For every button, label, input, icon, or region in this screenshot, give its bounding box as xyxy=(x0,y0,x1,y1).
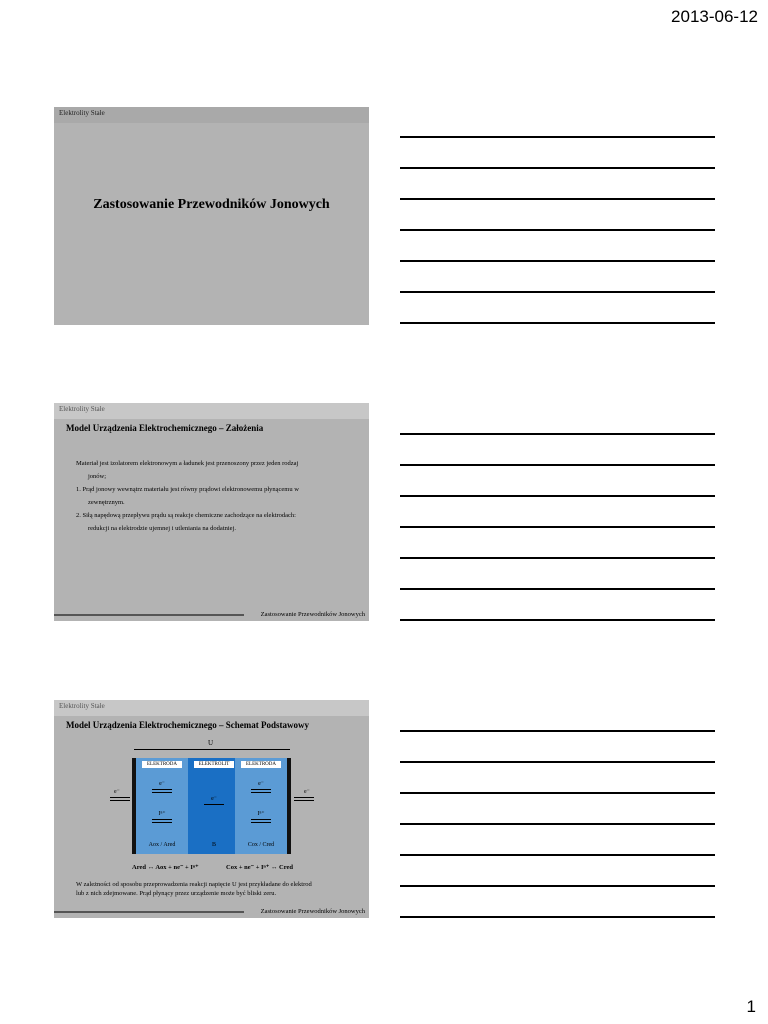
note-rule xyxy=(400,291,715,293)
arrow xyxy=(204,804,224,805)
electrode-right xyxy=(235,758,287,854)
current-collector-right xyxy=(287,758,291,854)
arrow xyxy=(152,822,172,823)
arrow xyxy=(152,819,172,820)
note-rule xyxy=(400,260,715,262)
footer-rule xyxy=(54,911,244,913)
reaction-right: Cox + ne⁻ + Iⁿ⁺ ↔ Cred xyxy=(226,864,293,871)
notes-lines-1 xyxy=(400,136,715,353)
ion-symbol: Iⁿ⁺ xyxy=(158,811,166,817)
reaction-left: Ared ↔ Aox + ne⁻ + Iⁿ⁺ xyxy=(132,864,199,871)
wire-left xyxy=(110,797,130,798)
wire-right xyxy=(294,800,314,801)
electrode-left xyxy=(136,758,188,854)
electrolyte-label: ELEKTROLIT xyxy=(194,761,234,768)
body-text: Materiał jest izolatorem elektronowym a ładunek jest przenoszony przez jeden rodzaj xyxy=(76,460,299,467)
slide-title: Zastosowanie Przewodników Jonowych xyxy=(93,197,330,212)
note-rule xyxy=(400,854,715,856)
note-rule xyxy=(400,916,715,918)
slide-header xyxy=(54,107,369,123)
electrode-left-composition: Aox / Ared xyxy=(148,842,176,848)
note-rule xyxy=(400,198,715,200)
slide-title: Model Urządzenia Elektrochemicznego – Schemat Podstawowy xyxy=(66,720,310,730)
list-item-continued: zewnętrznym. xyxy=(88,499,125,506)
electron-symbol: e⁻ xyxy=(258,781,264,787)
note-line: lub z nich zdejmowane. Prąd płynący przez urządzenie może być bliski zeru. xyxy=(76,890,277,897)
voltage-label: U xyxy=(208,739,214,747)
slide-footer: Zastosowanie Przewodników Jonowych xyxy=(260,611,365,618)
print-date: 2013-06-12 xyxy=(671,7,758,26)
note-rule xyxy=(400,619,715,621)
note-rule xyxy=(400,761,715,763)
arrow xyxy=(152,792,172,793)
electron-symbol: e⁻ xyxy=(211,796,217,802)
slide-body xyxy=(76,457,361,535)
arrow xyxy=(251,822,271,823)
body-text: jonów; xyxy=(88,473,107,480)
slide-footer: Zastosowanie Przewodników Jonowych xyxy=(260,908,365,915)
page-number: 1 xyxy=(746,997,756,1016)
note-rule xyxy=(400,464,715,466)
slide-header xyxy=(54,700,369,716)
list-item: 1. Prąd jonowy wewnątrz materiału jest równy prądowi elektronowemu płynącemu w xyxy=(76,486,299,493)
slide-title: Model Urządzenia Elektrochemicznego – Założenia xyxy=(66,423,264,433)
list-item: 2. Siłą napędową przepływu prądu są reakcje chemiczne zachodzące na elektrodach: xyxy=(76,512,296,519)
slide-1 xyxy=(54,107,369,325)
electrode-right-composition: Cox / Cred xyxy=(247,842,275,848)
note-rule xyxy=(400,557,715,559)
note-rule xyxy=(400,885,715,887)
notes-lines-2 xyxy=(400,433,715,650)
note-rule xyxy=(400,526,715,528)
footer-rule xyxy=(54,614,244,616)
arrow xyxy=(251,789,271,790)
slide-3 xyxy=(54,700,369,918)
ion-symbol: Iⁿ⁺ xyxy=(257,811,265,817)
electrolyte xyxy=(188,758,240,854)
note-rule xyxy=(400,433,715,435)
external-electron-left: e⁻ xyxy=(114,789,120,795)
arrow xyxy=(251,792,271,793)
electrode-right-label: ELEKTRODA xyxy=(241,761,281,768)
arrow xyxy=(152,789,172,790)
arrow xyxy=(251,819,271,820)
external-electron-right: e⁻ xyxy=(304,789,310,795)
note-rule xyxy=(400,136,715,138)
slide-header xyxy=(54,403,369,419)
wire-right xyxy=(294,797,314,798)
note-rule xyxy=(400,730,715,732)
cell-diagram xyxy=(132,758,291,854)
wire-left xyxy=(110,800,130,801)
note-rule xyxy=(400,322,715,324)
electrolyte-composition: B xyxy=(211,842,216,848)
notes-lines-3 xyxy=(400,730,715,947)
note-line: W zależności od sposobu przeprowadzenia reakcji napięcie U jest przykładane do elektrod xyxy=(76,881,312,888)
slide-header-text: Elektrolity Stałe xyxy=(59,405,105,413)
list-item-continued: redukcji na elektrodzie ujemnej i utleniania na dodatniej. xyxy=(88,525,236,532)
slide-header-text: Elektrolity Stałe xyxy=(59,702,105,710)
electrode-left-label: ELEKTRODA xyxy=(142,761,182,768)
electron-symbol: e⁻ xyxy=(159,781,165,787)
note-rule xyxy=(400,495,715,497)
note-rule xyxy=(400,167,715,169)
voltage-line xyxy=(134,749,290,750)
slide-2 xyxy=(54,403,369,621)
note-rule xyxy=(400,823,715,825)
note-rule xyxy=(400,792,715,794)
note-rule xyxy=(400,229,715,231)
slide-header-text: Elektrolity Stałe xyxy=(59,109,105,117)
slide-note xyxy=(76,880,366,898)
note-rule xyxy=(400,588,715,590)
